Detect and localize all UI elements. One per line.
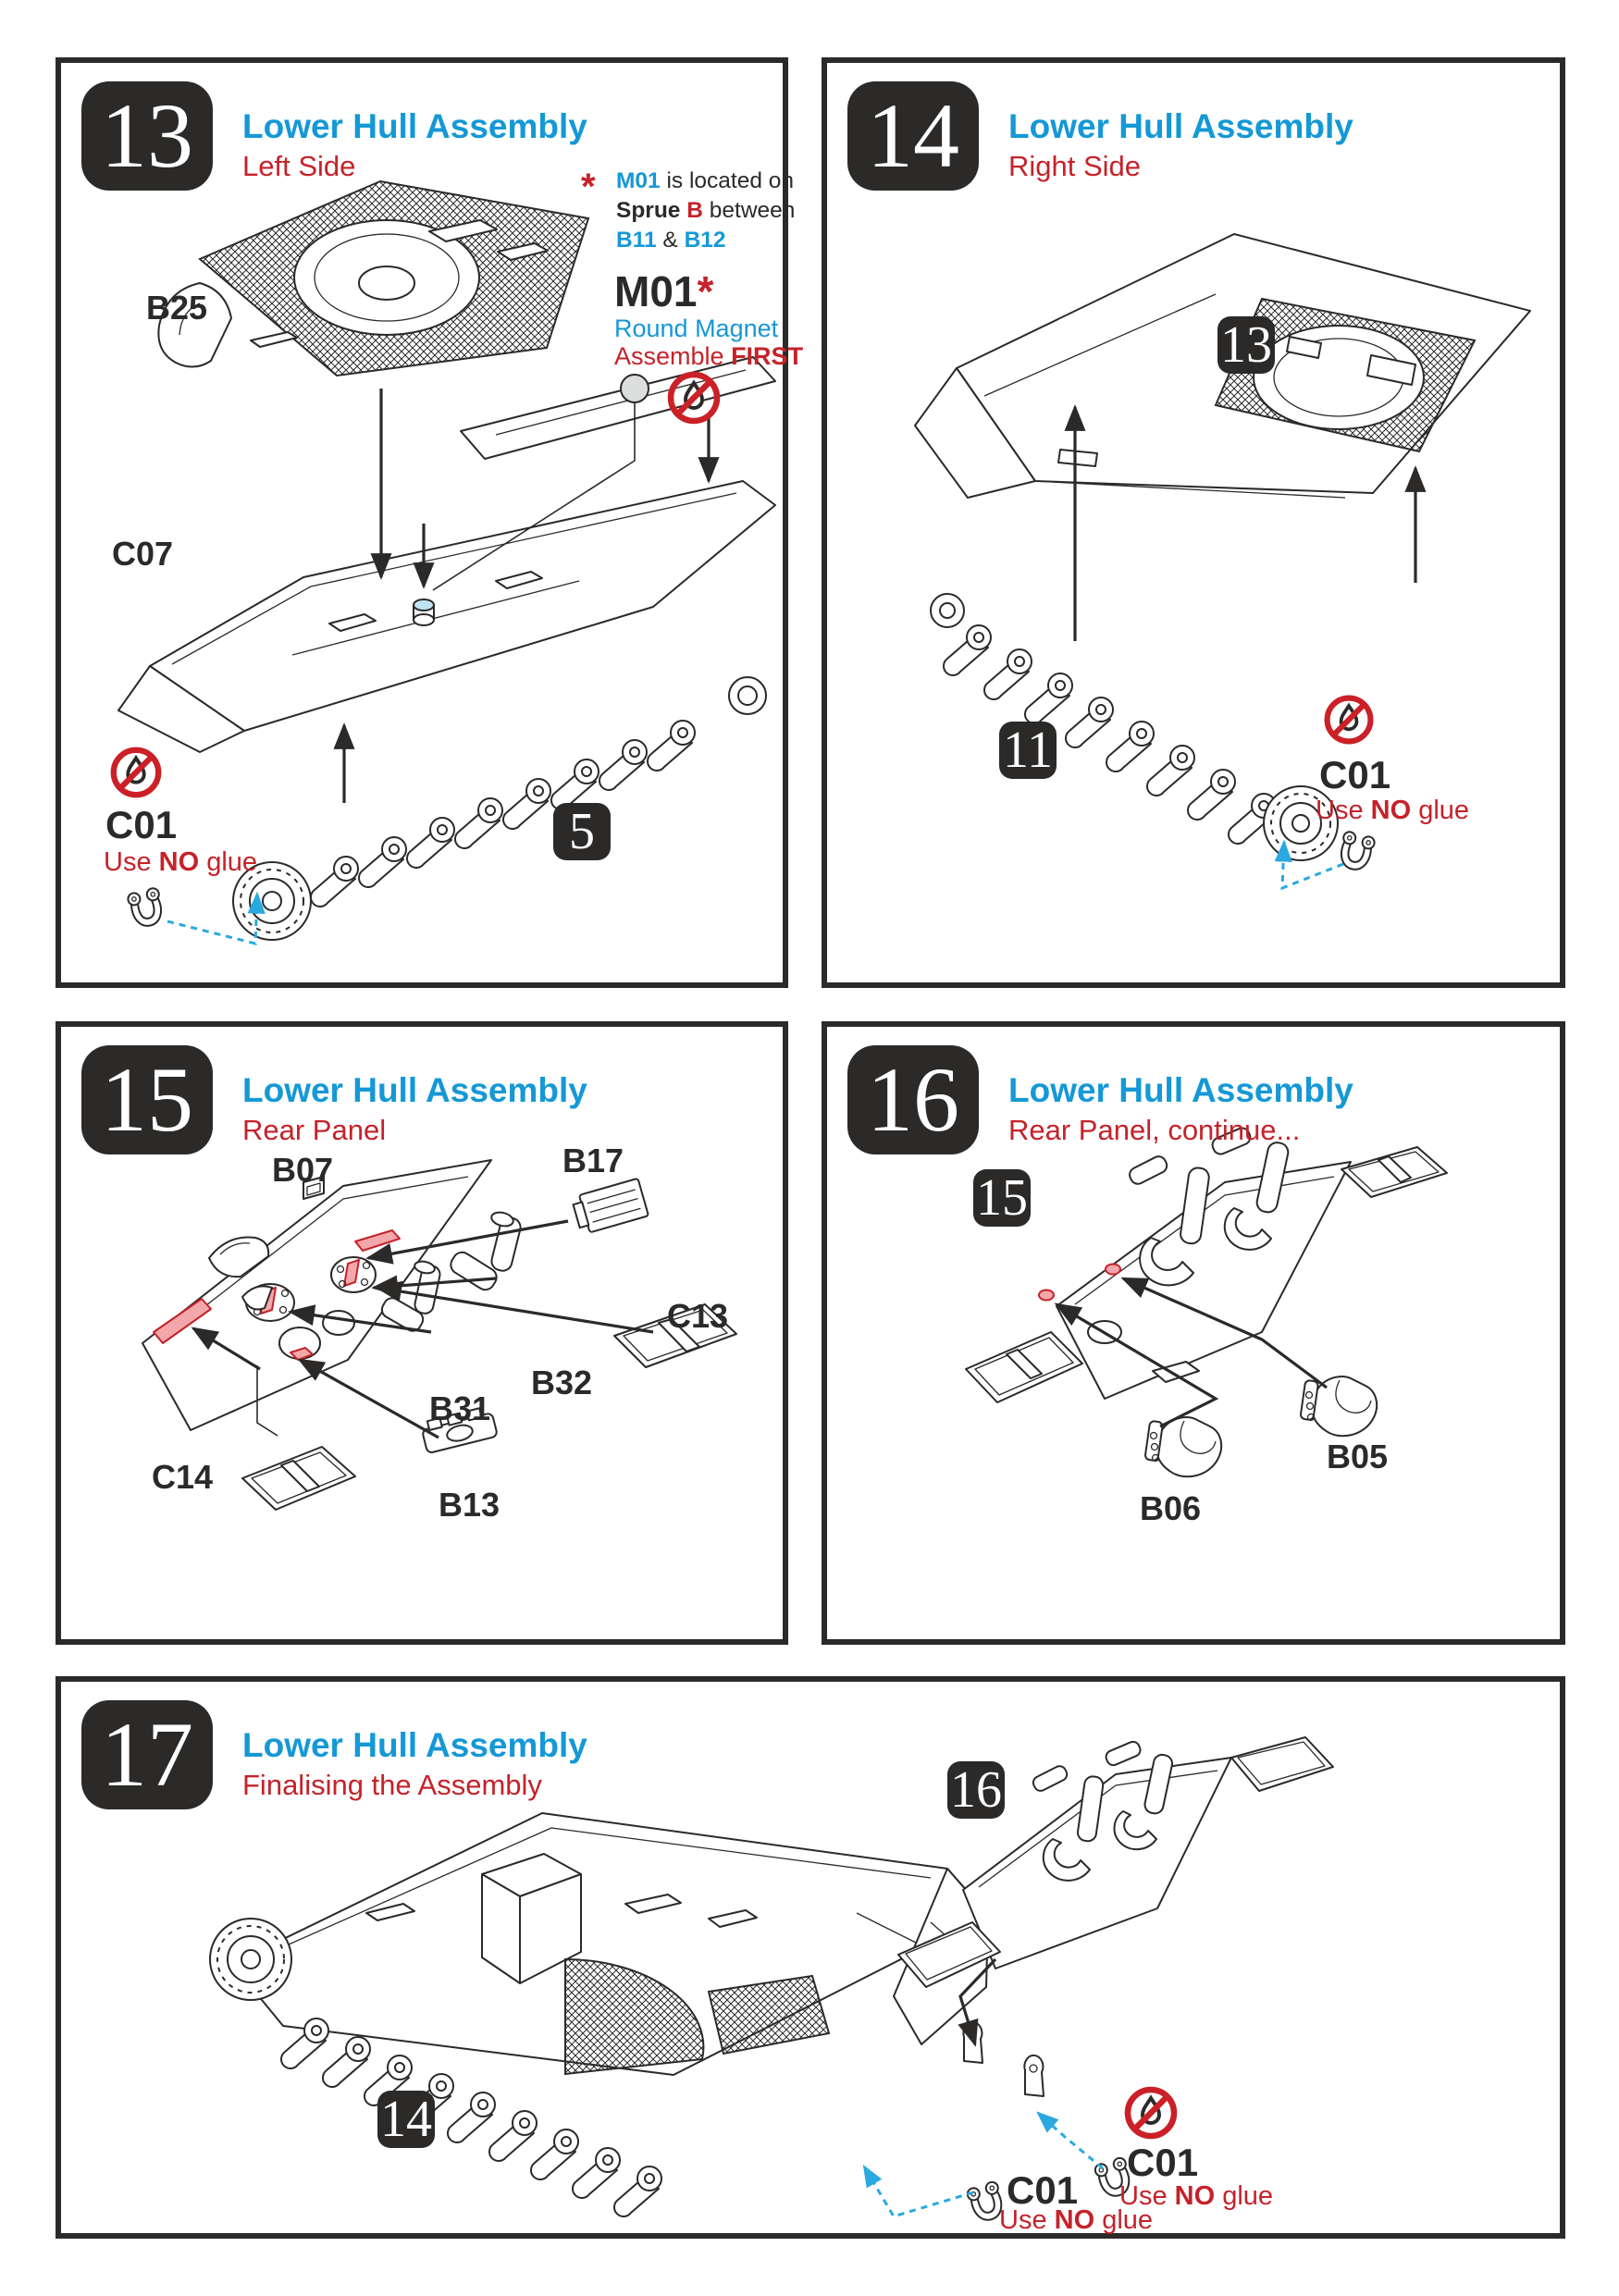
panel-step-14 [822,57,1565,988]
step-ref-badge-11: 11 [999,722,1057,779]
suspension-row [233,677,766,940]
no-glue-note: Use NO glue [1316,796,1470,825]
shackle-part [1337,831,1376,873]
part-label-c01: C01 [1127,2141,1199,2184]
step-ref-badge-14: 14 [377,2091,435,2148]
shackle-part [127,887,166,930]
part-b17 [571,1179,649,1235]
footnote-star: * [581,167,596,207]
part-label-c01: C01 [1319,753,1391,796]
part-label-c01: C01 [1007,2168,1079,2212]
panel-step-17 [56,1676,1565,2239]
illustration-step-14-right-side [827,63,1560,982]
part-label-b05: B05 [1327,1438,1389,1475]
panel-subtitle: Left Side [242,150,356,182]
step-ref-badge-15: 15 [973,1169,1031,1227]
step-number-badge: 13 [81,81,213,191]
step-ref-badge-5: 5 [553,803,611,860]
no-glue-note: Use NO glue [1119,2181,1274,2211]
hull-assembly [210,1813,1044,2216]
shackle-tab [1024,2055,1044,2096]
part-b06 [1144,1417,1221,1476]
part-label-b17: B17 [562,1142,624,1179]
no-glue-note: Use NO glue [999,2205,1154,2235]
step-number-badge: 17 [81,1700,213,1809]
part-label-b25: B25 [146,289,208,327]
shackle-arrow [1038,2113,1103,2168]
magnet-seat [414,599,434,625]
m01-location-note: M01 is located on Sprue B between B11 & B12 [616,168,796,253]
no-glue-icon [1121,2083,1180,2142]
panel-step-13 [56,57,804,988]
part-label-c01: C01 [105,803,178,846]
part-c14 [242,1447,355,1510]
rear-panel-assembly [966,1119,1447,1402]
panel-title: Lower Hull Assembly [242,107,587,145]
step-ref-badge-16: 16 [947,1761,1005,1819]
part-label-b06: B06 [1140,1489,1202,1527]
part-label-c14: C14 [152,1458,214,1496]
no-glue-icon [1321,692,1377,747]
suspension-row [931,594,1338,860]
upper-deck-part [158,181,588,376]
magnet-name-label: Round Magnet [614,315,779,342]
magnet-order-label: Assemble FIRST [614,342,804,370]
part-label-c07: C07 [112,535,174,573]
shackle-arrow [864,2166,973,2216]
panel-subtitle: Rear Panel, continue... [1008,1114,1301,1146]
panel-subtitle: Finalising the Assembly [242,1769,542,1801]
no-glue-note: Use NO glue [104,847,258,877]
attachment-point [1106,1265,1120,1275]
no-glue-icon [107,744,165,801]
panel-subtitle: Right Side [1008,150,1142,182]
step-number-badge: 16 [847,1045,979,1154]
step-ref-badge-13: 13 [1217,316,1275,374]
part-b05 [1300,1376,1377,1436]
no-glue-icon [664,368,723,427]
panel-title: Lower Hull Assembly [1008,1071,1353,1109]
part-label-b07: B07 [272,1151,334,1189]
step-number-badge: 14 [847,81,979,191]
part-label-b13: B13 [439,1486,501,1524]
part-label-c13: C13 [667,1297,729,1335]
round-magnet-part [621,375,649,402]
panel-subtitle: Rear Panel [242,1114,387,1146]
attachment-point [1039,1290,1054,1301]
panel-title: Lower Hull Assembly [242,1071,587,1109]
panel-step-16 [822,1021,1565,1645]
panel-title: Lower Hull Assembly [242,1726,587,1764]
panel-title: Lower Hull Assembly [1008,107,1353,145]
assembly-arrow-b13 [300,1360,439,1438]
drive-sprocket [210,1919,291,2000]
step-number-badge: 15 [81,1045,213,1154]
part-label-m01: M01* [614,267,714,315]
part-label-b32: B32 [531,1364,593,1401]
part-label-b31: B31 [429,1389,491,1427]
panel-step-15 [56,1021,788,1645]
